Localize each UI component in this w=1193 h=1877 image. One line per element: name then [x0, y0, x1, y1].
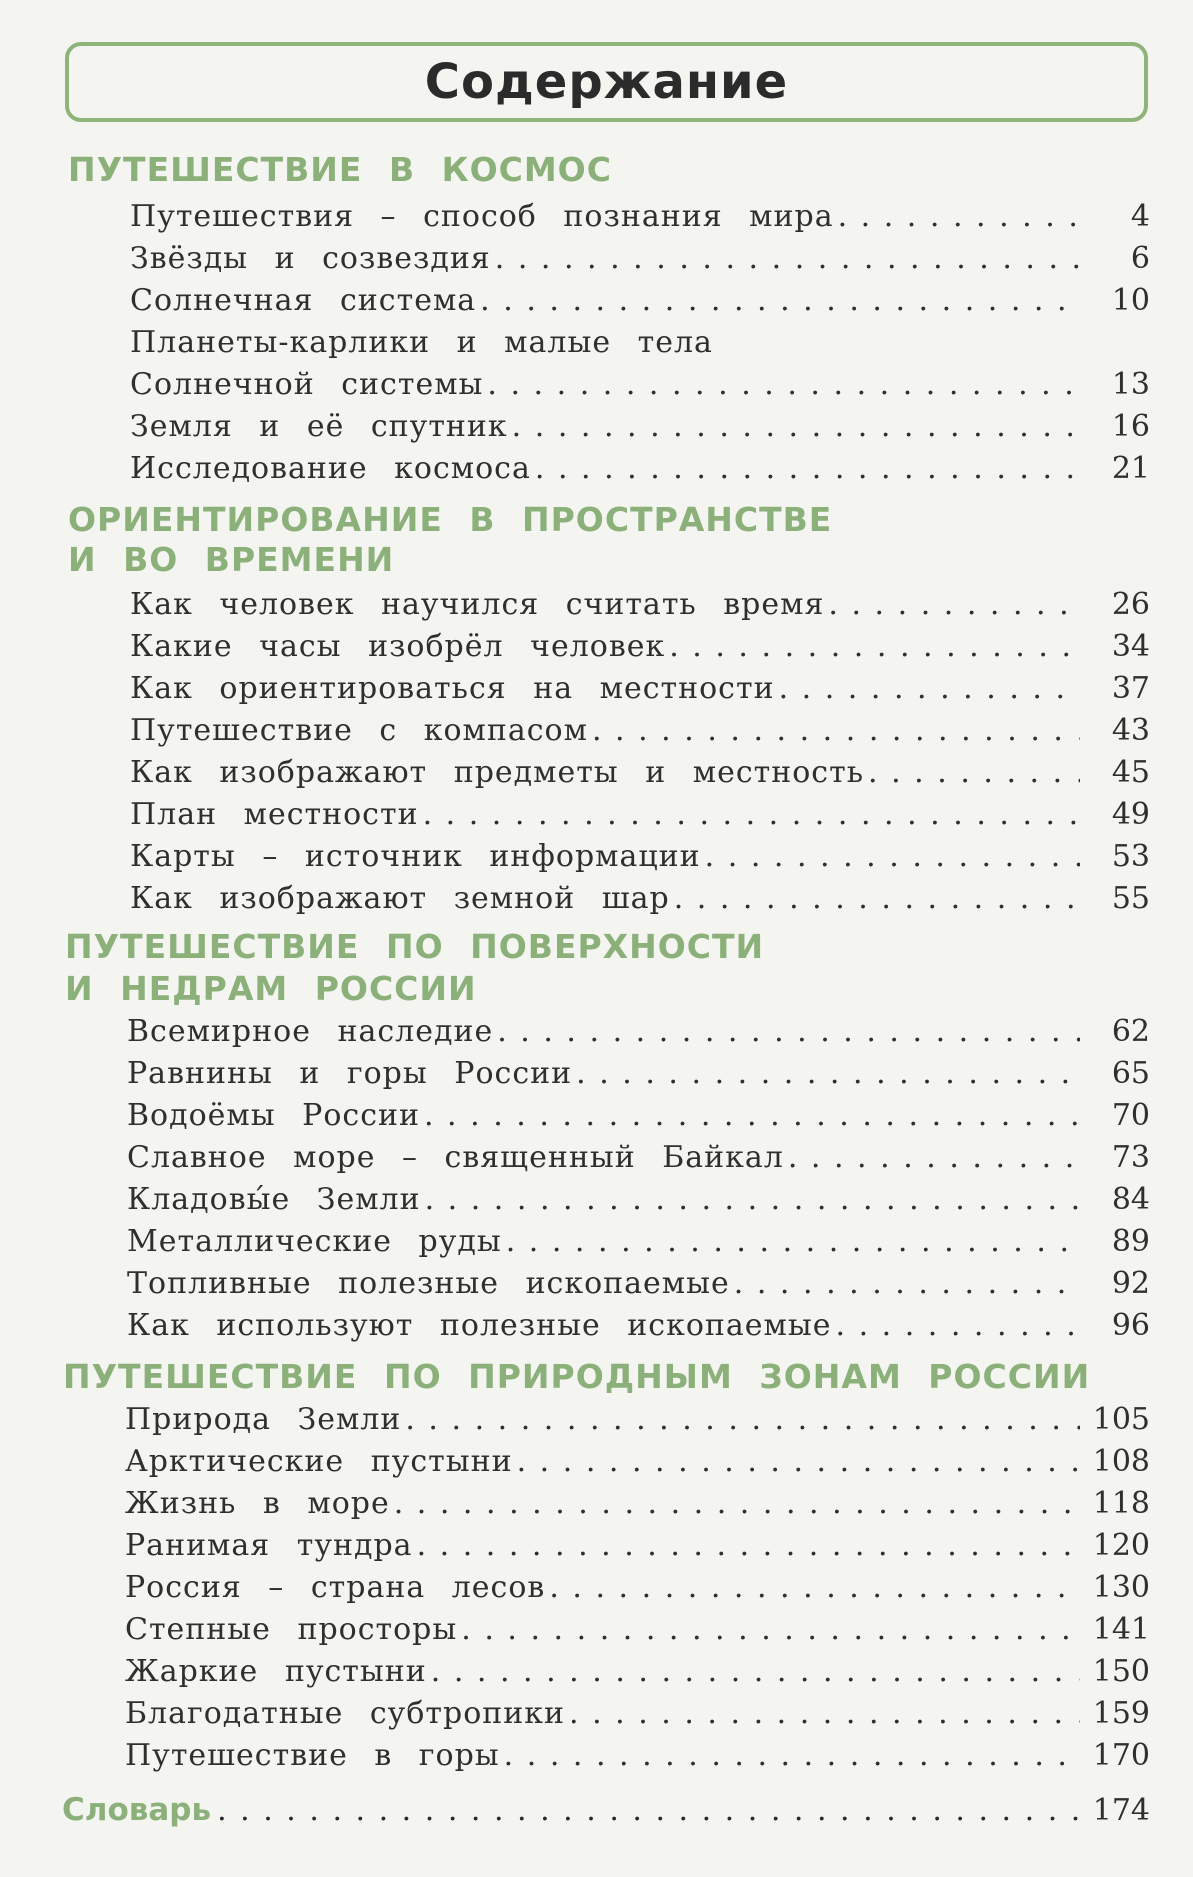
toc-entry-page: 105: [1092, 1402, 1150, 1437]
toc-entry-page: 10: [1111, 283, 1150, 318]
toc-entry-label: Как изображают земной шар: [130, 881, 670, 916]
toc-entry[interactable]: [125, 1652, 1150, 1692]
toc-entry-label: Природа Земли: [125, 1402, 402, 1437]
dot-leader: [592, 711, 1080, 751]
section-heading: И НЕДРАМ РОССИИ: [65, 969, 477, 1008]
toc-entry-page: 150: [1092, 1654, 1150, 1689]
dot-leader: [517, 1442, 1080, 1482]
toc-entry[interactable]: [127, 1306, 1150, 1346]
dot-leader: [836, 1306, 1081, 1346]
toc-entry-label: Металлические руды: [127, 1224, 502, 1259]
toc-entry-page: 118: [1092, 1486, 1150, 1521]
toc-entry[interactable]: [127, 1096, 1150, 1136]
dot-leader: [576, 1054, 1080, 1094]
dot-leader: [535, 449, 1080, 489]
toc-entry[interactable]: [127, 1222, 1150, 1262]
dot-leader: [217, 1791, 1080, 1831]
toc-entry[interactable]: [130, 669, 1150, 709]
toc-entry[interactable]: [130, 795, 1150, 835]
toc-entry[interactable]: [127, 1012, 1150, 1052]
dot-leader: [480, 281, 1080, 321]
toc-entry-label: Исследование космоса: [130, 451, 531, 486]
toc-entry[interactable]: [125, 1400, 1150, 1440]
toc-entry[interactable]: [127, 1054, 1150, 1094]
toc-entry-page: 120: [1092, 1528, 1150, 1563]
toc-entry-page: 13: [1111, 367, 1150, 402]
title-box: [65, 42, 1148, 122]
toc-entry[interactable]: [130, 281, 1150, 321]
toc-entry-label: Равнины и горы России: [127, 1056, 573, 1091]
toc-entry-page: 62: [1111, 1014, 1150, 1049]
toc-entry-label: Как ориентироваться на местности: [130, 671, 775, 706]
toc-entry-page: 84: [1111, 1182, 1150, 1217]
toc-entry-page: 49: [1111, 797, 1150, 832]
toc-entry-label: Арктические пустыни: [125, 1444, 513, 1479]
dot-leader: [705, 837, 1080, 877]
dictionary-page: 174: [1092, 1793, 1150, 1828]
toc-entry-label: Как изображают предметы и местность: [130, 755, 865, 790]
toc-entry-label: Славное море – священный Байкал: [127, 1140, 784, 1175]
toc-entry-label: Водоёмы России: [127, 1098, 420, 1133]
toc-entry-page: 96: [1111, 1308, 1150, 1343]
toc-entry-label: Благодатные субтропики: [125, 1696, 565, 1731]
toc-entry[interactable]: [130, 627, 1150, 667]
section-heading: И ВО ВРЕМЕНИ: [68, 540, 395, 579]
toc-entry-page: 37: [1111, 671, 1150, 706]
dot-leader: [549, 1568, 1080, 1608]
toc-entry-label: Как используют полезные ископаемые: [127, 1308, 832, 1343]
section-heading: ОРИЕНТИРОВАНИЕ В ПРОСТРАНСТВЕ: [68, 500, 833, 539]
toc-entry[interactable]: [130, 323, 1150, 363]
toc-entry-label: Степные просторы: [125, 1612, 458, 1647]
dot-leader: [405, 1400, 1080, 1440]
toc-entry-label: План местности: [130, 797, 419, 832]
toc-entry-page: 55: [1111, 881, 1150, 916]
toc-entry[interactable]: [125, 1442, 1150, 1482]
dictionary-entry[interactable]: [62, 1790, 1150, 1830]
toc-entry[interactable]: [130, 449, 1150, 489]
toc-entry-label: Кладовы́е Земли: [127, 1182, 421, 1217]
toc-entry[interactable]: [125, 1610, 1150, 1650]
toc-entry-page: 70: [1111, 1098, 1150, 1133]
toc-entry-label: Карты – источник информации: [130, 839, 701, 874]
toc-entry[interactable]: [130, 585, 1150, 625]
toc-entry-page: 26: [1111, 587, 1150, 622]
toc-entry-label: Путешествие в горы: [125, 1738, 500, 1773]
toc-entry[interactable]: [130, 365, 1150, 405]
dot-leader: [674, 879, 1080, 919]
dot-leader: [788, 1138, 1080, 1178]
toc-entry-page: 130: [1092, 1570, 1150, 1605]
dot-leader: [828, 585, 1080, 625]
toc-entry-label: Путешествия – способ познания мира: [130, 199, 834, 234]
dot-leader: [423, 795, 1080, 835]
dot-leader: [569, 1694, 1080, 1734]
dot-leader: [424, 1096, 1080, 1136]
toc-entry[interactable]: [125, 1568, 1150, 1608]
toc-entry-label: Жизнь в море: [125, 1486, 390, 1521]
dot-leader: [497, 1012, 1080, 1052]
toc-entry-label: Солнечная система: [130, 283, 477, 318]
toc-entry[interactable]: [130, 239, 1150, 279]
toc-entry-page: 141: [1092, 1612, 1150, 1647]
dot-leader: [504, 1736, 1080, 1776]
toc-entry-page: 108: [1092, 1444, 1150, 1479]
toc-entry-page: 4: [1130, 199, 1150, 234]
toc-entry-label: Ранимая тундра: [125, 1528, 413, 1563]
page-title: Содержание: [424, 54, 789, 110]
toc-entry-page: 45: [1111, 755, 1150, 790]
toc-entry[interactable]: [130, 837, 1150, 877]
dot-leader: [394, 1484, 1080, 1524]
dot-leader: [669, 627, 1080, 667]
toc-entry[interactable]: [127, 1180, 1150, 1220]
toc-entry-label: Земля и её спутник: [130, 409, 508, 444]
toc-entry-label: Звёзды и созвездия: [130, 241, 491, 276]
toc-entry[interactable]: [127, 1264, 1150, 1304]
dot-leader: [779, 669, 1080, 709]
dot-leader: [425, 1180, 1080, 1220]
dot-leader: [431, 1652, 1080, 1692]
toc-entry[interactable]: [130, 407, 1150, 447]
toc-entry[interactable]: [125, 1526, 1150, 1566]
toc-entry-page: 65: [1111, 1056, 1150, 1091]
toc-entry[interactable]: [130, 753, 1150, 793]
toc-entry[interactable]: [130, 711, 1150, 751]
toc-entry-label: Планеты-карлики и малые тела: [130, 325, 713, 360]
toc-entry[interactable]: [130, 197, 1150, 237]
toc-entry-page: 159: [1092, 1696, 1150, 1731]
toc-entry-page: 89: [1111, 1224, 1150, 1259]
toc-entry-page: 92: [1111, 1266, 1150, 1301]
toc-entry-label: Как человек научился считать время: [130, 587, 825, 622]
toc-entry-page: 16: [1111, 409, 1150, 444]
dot-leader: [838, 197, 1080, 237]
toc-entry-page: 53: [1111, 839, 1150, 874]
dot-leader: [461, 1610, 1080, 1650]
toc-entry[interactable]: [127, 1138, 1150, 1178]
toc-entry-label: Путешествие с компасом: [130, 713, 588, 748]
toc-entry[interactable]: [125, 1736, 1150, 1776]
toc-entry-page: 170: [1092, 1738, 1150, 1773]
toc-entry[interactable]: [125, 1484, 1150, 1524]
toc-entry-label: Россия – страна лесов: [125, 1570, 546, 1605]
toc-entry-label: Жаркие пустыни: [125, 1654, 427, 1689]
toc-entry[interactable]: [125, 1694, 1150, 1734]
toc-entry-label: Какие часы изобрёл человек: [130, 629, 666, 664]
dot-leader: [417, 1526, 1080, 1566]
section-heading: ПУТЕШЕСТВИЕ ПО ПОВЕРХНОСТИ: [65, 927, 765, 966]
section-heading: ПУТЕШЕСТВИЕ ПО ПРИРОДНЫМ ЗОНАМ РОССИИ: [63, 1357, 1091, 1396]
dot-leader: [495, 239, 1080, 279]
toc-entry-page: 73: [1111, 1140, 1150, 1175]
toc-entry-label: Солнечной системы: [130, 367, 484, 402]
dictionary-label: Словарь: [62, 1792, 212, 1828]
toc-entry-page: 21: [1111, 451, 1150, 486]
toc-entry-label: Топливные полезные ископаемые: [127, 1266, 730, 1301]
dot-leader: [506, 1222, 1080, 1262]
dot-leader: [868, 753, 1080, 793]
toc-entry-label: Всемирное наследие: [127, 1014, 494, 1049]
dot-leader: [512, 407, 1080, 447]
section-heading: ПУТЕШЕСТВИЕ В КОСМОС: [68, 150, 612, 189]
dot-leader: [734, 1264, 1080, 1304]
toc-entry-page: 43: [1111, 713, 1150, 748]
toc-entry[interactable]: [130, 879, 1150, 919]
toc-entry-page: 6: [1130, 241, 1150, 276]
toc-entry-page: 34: [1111, 629, 1150, 664]
dot-leader: [487, 365, 1080, 405]
